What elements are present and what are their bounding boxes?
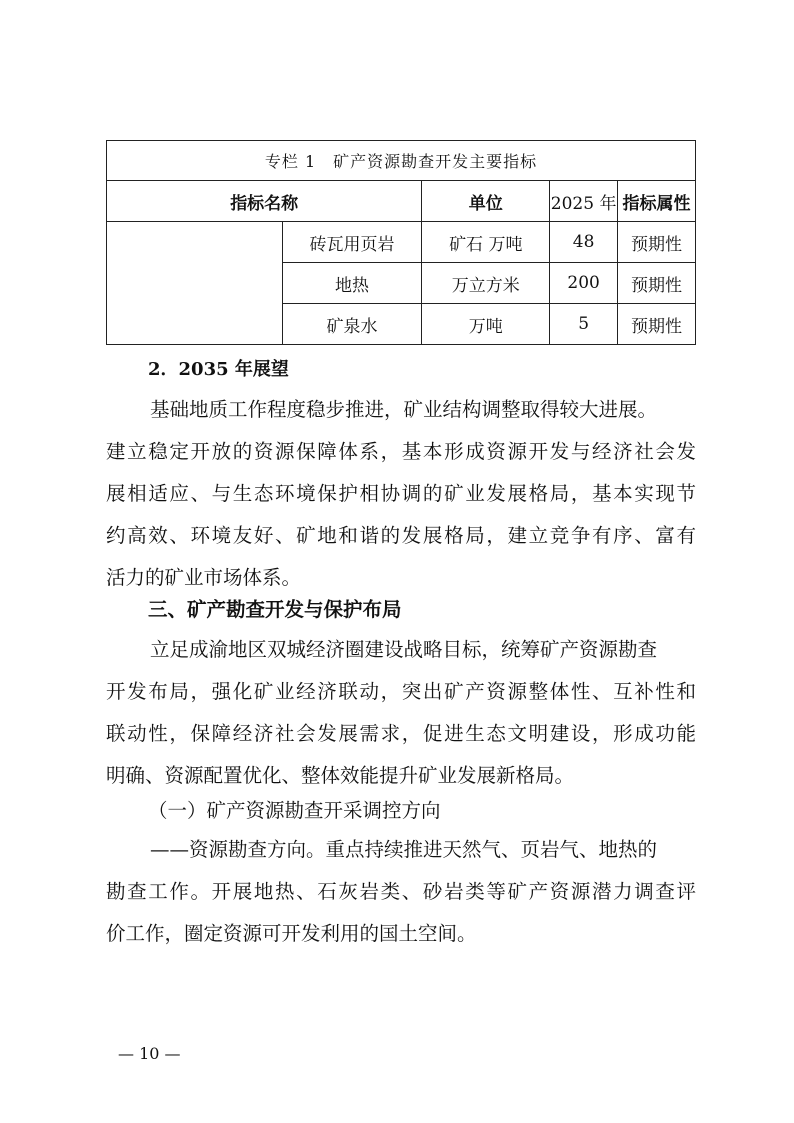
paragraph-line: 展相适应、与生态环境保护相协调的矿业发展格局，基本实现节	[106, 482, 696, 505]
paragraph-line: 立足成渝地区双城经济圈建设战略目标，统筹矿产资源勘查	[150, 638, 658, 661]
row-value: 200	[550, 263, 618, 304]
paragraph-line: 基础地质工作程度稳步推进，矿业结构调整取得较大进展。	[150, 398, 658, 421]
indicator-table	[106, 140, 696, 345]
paragraph-line: 建立稳定开放的资源保障体系，基本形成资源开发与经济社会发	[106, 440, 696, 463]
paragraph-line: 价工作，圈定资源可开发利用的国土空间。	[106, 922, 477, 945]
header-indicator-name: 指标名称	[107, 181, 422, 222]
row-name: 砖瓦用页岩	[282, 222, 422, 263]
row-name: 地热	[282, 263, 422, 304]
header-unit: 单位	[422, 181, 550, 222]
row-unit: 万吨	[422, 304, 550, 345]
paragraph-line: 联动性，保障经济社会发展需求，促进生态文明建设，形成功能	[106, 722, 696, 745]
row-value: 5	[550, 304, 618, 345]
header-attribute: 指标属性	[618, 181, 696, 222]
section-heading-2035: 2．2035 年展望	[148, 359, 289, 380]
subsection-heading: （一）矿产资源勘查开采调控方向	[148, 799, 441, 822]
header-year: 2025 年	[550, 181, 618, 222]
category-cell	[107, 222, 283, 345]
row-unit: 矿石 万吨	[422, 222, 550, 263]
table-caption: 专栏 1 矿产资源勘查开发主要指标	[107, 141, 696, 181]
row-value: 48	[550, 222, 618, 263]
row-attribute: 预期性	[618, 222, 696, 263]
page-number: — 10 —	[118, 1044, 181, 1063]
section-heading-layout: 三、矿产勘查开发与保护布局	[148, 598, 402, 621]
paragraph-line: 勘查工作。开展地热、石灰岩类、砂岩类等矿产资源潜力调查评	[106, 880, 696, 903]
row-attribute: 预期性	[618, 304, 696, 345]
paragraph-line: 开发布局，强化矿业经济联动，突出矿产资源整体性、互补性和	[106, 680, 696, 703]
table-row	[107, 222, 696, 263]
row-unit: 万立方米	[422, 263, 550, 304]
paragraph-line: ——资源勘查方向。重点持续推进天然气、页岩气、地热的	[150, 838, 658, 861]
row-name: 矿泉水	[282, 304, 422, 345]
paragraph-line: 活力的矿业市场体系。	[106, 566, 302, 589]
paragraph-line: 明确、资源配置优化、整体效能提升矿业发展新格局。	[106, 764, 575, 787]
paragraph-line: 约高效、环境友好、矿地和谐的发展格局，建立竞争有序、富有	[106, 524, 696, 547]
row-attribute: 预期性	[618, 263, 696, 304]
